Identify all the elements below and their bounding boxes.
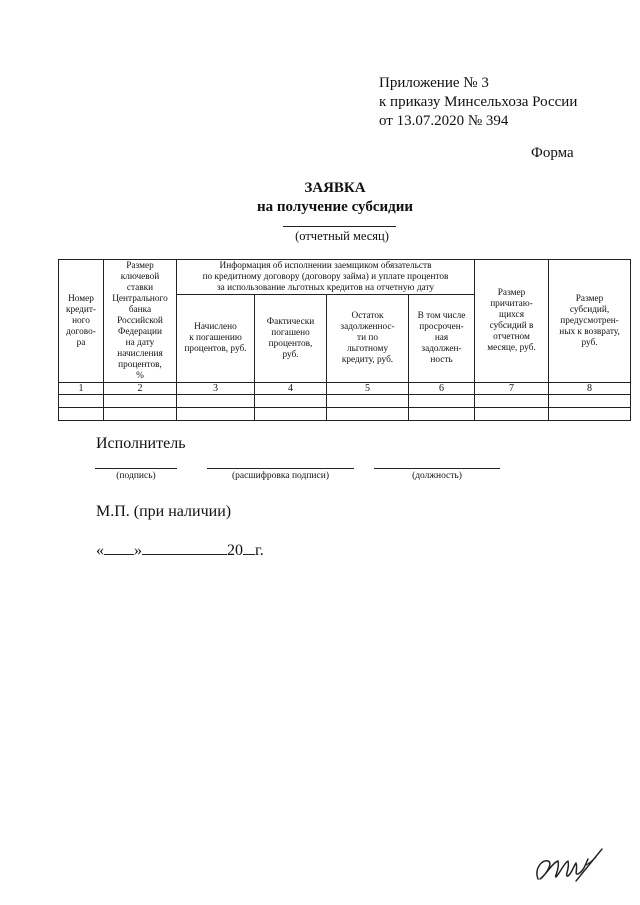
title-line-2: на получение субсидии	[257, 199, 413, 215]
month-input-line	[283, 226, 396, 227]
table-cell[interactable]	[409, 408, 475, 421]
position-caption: (должность)	[412, 471, 462, 481]
handwritten-signature-icon	[530, 845, 610, 892]
executor-label: Исполнитель	[96, 435, 186, 452]
table-cell[interactable]	[59, 395, 104, 408]
year-field[interactable]	[243, 540, 255, 555]
table-cell[interactable]	[59, 408, 104, 421]
table-row	[59, 408, 631, 421]
column-number: 7	[475, 383, 549, 395]
form-label: Форма	[531, 145, 574, 161]
table-cell[interactable]	[255, 395, 327, 408]
decoding-line	[207, 468, 354, 469]
date-close-quote: »	[134, 542, 142, 559]
appendix-line-2: к приказу Минсельхоза России	[379, 94, 578, 110]
table-cell[interactable]	[104, 395, 177, 408]
document-title	[0, 179, 640, 217]
header-accrued-interest: Начислено к погашению процентов, руб.	[177, 295, 255, 383]
column-number: 5	[327, 383, 409, 395]
signature-caption: (подпись)	[116, 471, 156, 481]
table-cell[interactable]	[177, 408, 255, 421]
table-cell[interactable]	[327, 408, 409, 421]
day-field[interactable]	[104, 540, 134, 555]
column-number: 6	[409, 383, 475, 395]
appendix-line-3: от 13.07.2020 № 394	[379, 113, 509, 129]
table-cell[interactable]	[104, 408, 177, 421]
table-cell[interactable]	[475, 395, 549, 408]
column-number: 8	[549, 383, 631, 395]
table-cell[interactable]	[409, 395, 475, 408]
table-cell[interactable]	[327, 395, 409, 408]
header-subsidy-due: Размер причитаю- щихся субсидий в отчетном месяце, руб.	[475, 260, 549, 383]
month-caption: (отчетный месяц)	[295, 229, 389, 243]
table-cell[interactable]	[255, 408, 327, 421]
column-number: 3	[177, 383, 255, 395]
appendix-line-1: Приложение № 3	[379, 75, 489, 91]
table-cell[interactable]	[549, 408, 631, 421]
header-debt-balance: Остаток задолженнос- ти по льготному кредиту, руб.	[327, 295, 409, 383]
table-row	[59, 395, 631, 408]
column-number-row	[59, 383, 631, 395]
date-line	[96, 540, 264, 560]
signature-line	[95, 468, 177, 469]
month-field[interactable]	[142, 540, 227, 555]
header-overdue-debt: В том числе просрочен- ная задолжен- ность	[409, 295, 475, 383]
table-cell[interactable]	[549, 395, 631, 408]
column-number: 4	[255, 383, 327, 395]
header-key-rate: Размер ключевой ставки Центрального банка Российской Федерации на дату начисления процентов, %	[104, 260, 177, 383]
header-subsidy-return: Размер субсидий, предусмотрен- ных к возврату, руб.	[549, 260, 631, 383]
header-contract-number: Номер кредит- ного догово- ра	[59, 260, 104, 383]
subsidy-table	[58, 259, 631, 421]
decoding-caption: (расшифровка подписи)	[232, 471, 329, 481]
appendix-header	[379, 74, 577, 131]
column-number: 2	[104, 383, 177, 395]
title-line-1: ЗАЯВКА	[304, 180, 366, 196]
year-suffix: г.	[255, 542, 264, 559]
table-cell[interactable]	[475, 408, 549, 421]
header-obligation-info: Информация об исполнении заемщиком обязательств по кредитному договору (договору займа) и уплате процентов за использование льготных кредитов на отчетную дату	[177, 260, 475, 295]
header-paid-interest: Фактически погашено процентов, руб.	[255, 295, 327, 383]
column-number: 1	[59, 383, 104, 395]
stamp-label: М.П. (при наличии)	[96, 503, 232, 520]
table-cell[interactable]	[177, 395, 255, 408]
date-open-quote: «	[96, 542, 104, 559]
year-prefix: 20	[227, 542, 243, 559]
position-line	[374, 468, 500, 469]
